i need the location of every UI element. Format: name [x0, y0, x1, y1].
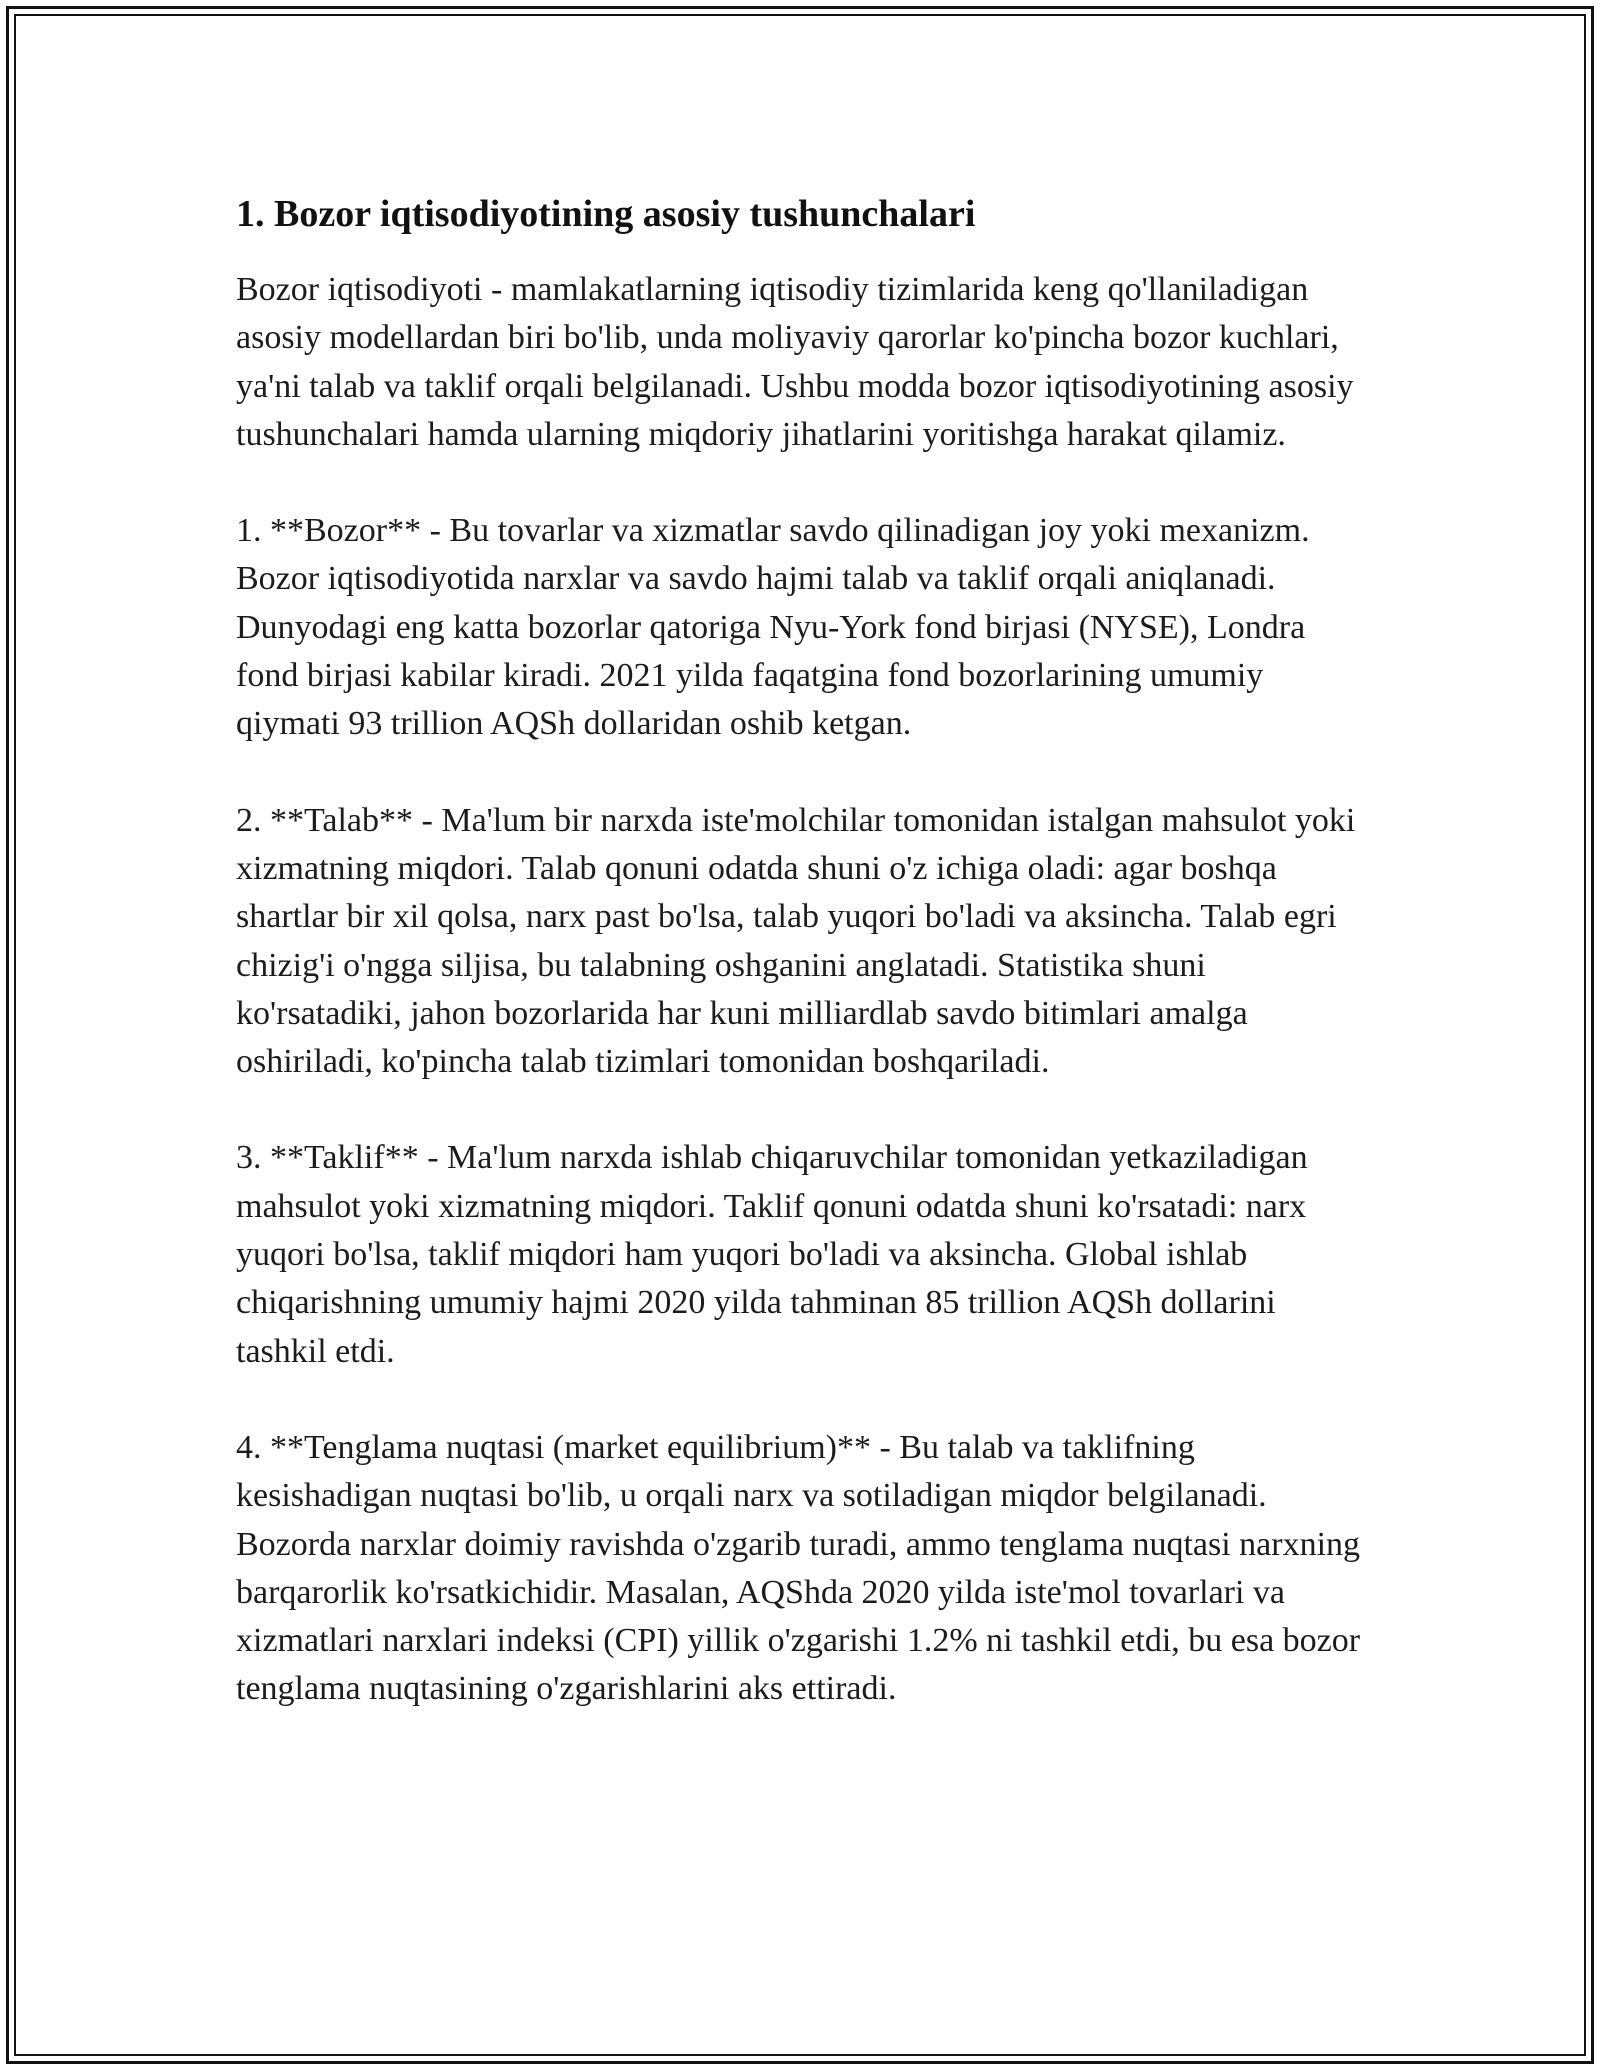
intro-paragraph: Bozor iqtisodiyoti - mamlakatlarning iqtisodiy tizimlarida keng qo'llaniladigan asosiy modellardan biri bo'lib, unda moliyaviy qarorlar ko'pincha bozor kuchlari, ya'ni talab va taklif orqali belgilanadi. Ushbu modda bozor iqtisodiyotining asosiy tushunchalari hamda ularning miqdoriy jihatlarini yoritishga harakat qilamiz. [236, 271, 1354, 453]
paragraph-bozor: 1. **Bozor** - Bu tovarlar va xizmatlar savdo qilinadigan joy yoki mexanizm. Bozor iqtisodiyotida narxlar va savdo hajmi talab va taklif orqali aniqlanadi. Dunyodagi eng katta bozorlar qatoriga Nyu-York fond birjasi (NYSE), Londra fond birjasi kabilar kiradi. 2021 yilda faqatgina fond bozorlarining umumiy qiymati 93 trillion AQSh dollaridan oshib ketgan. [236, 512, 1310, 743]
paragraph-talab: 2. **Talab** - Ma'lum bir narxda iste'molchilar tomonidan istalgan mahsulot yoki xizmatning miqdori. Talab qonuni odatda shuni o'z ichiga oladi: agar boshqa shartlar bir xil qolsa, narx past bo'lsa, talab yuqori bo'ladi va aksincha. Talab egri chizig'i o'ngga siljisa, bu talabning oshganini anglatadi. Statistika shuni ko'rsatadiki, jahon bozorlarida har kuni milliardlab savdo bitimlari amalga oshiriladi, ko'pincha talab tizimlari tomonidan boshqariladi. [236, 801, 1356, 1081]
paragraph-tenglama-nuqtasi: 4. **Tenglama nuqtasi (market equilibrium)** - Bu talab va taklifning kesishadigan nuqtasi bo'lib, u orqali narx va sotiladigan miqdor belgilanadi. Bozorda narxlar doimiy ravishda o'zgarib turadi, ammo tenglama nuqtasi narxning barqarorlik ko'rsatkichidir. Masalan, AQShda 2020 yilda iste'mol tovarlari va xizmatlari narxlari indeksi (CPI) yillik o'zgarishi 1.2% ni tashkil etdi, bu esa bozor tenglama nuqtasining o'zgarishlarini aks ettiradi. [236, 1428, 1361, 1708]
paragraph-taklif: 3. **Taklif** - Ma'lum narxda ishlab chiqaruvchilar tomonidan yetkaziladigan mahsulot yoki xizmatning miqdori. Taklif qonuni odatda shuni ko'rsatadi: narx yuqori bo'lsa, taklif miqdori ham yuqori bo'ladi va aksincha. Global ishlab chiqarishning umumiy hajmi 2020 yilda tahminan 85 trillion AQSh dollarini tashkil etdi. [236, 1139, 1308, 1370]
document-body [236, 186, 1366, 1762]
section-heading: 1. Bozor iqtisodiyotining asosiy tushunchalari [236, 193, 976, 235]
